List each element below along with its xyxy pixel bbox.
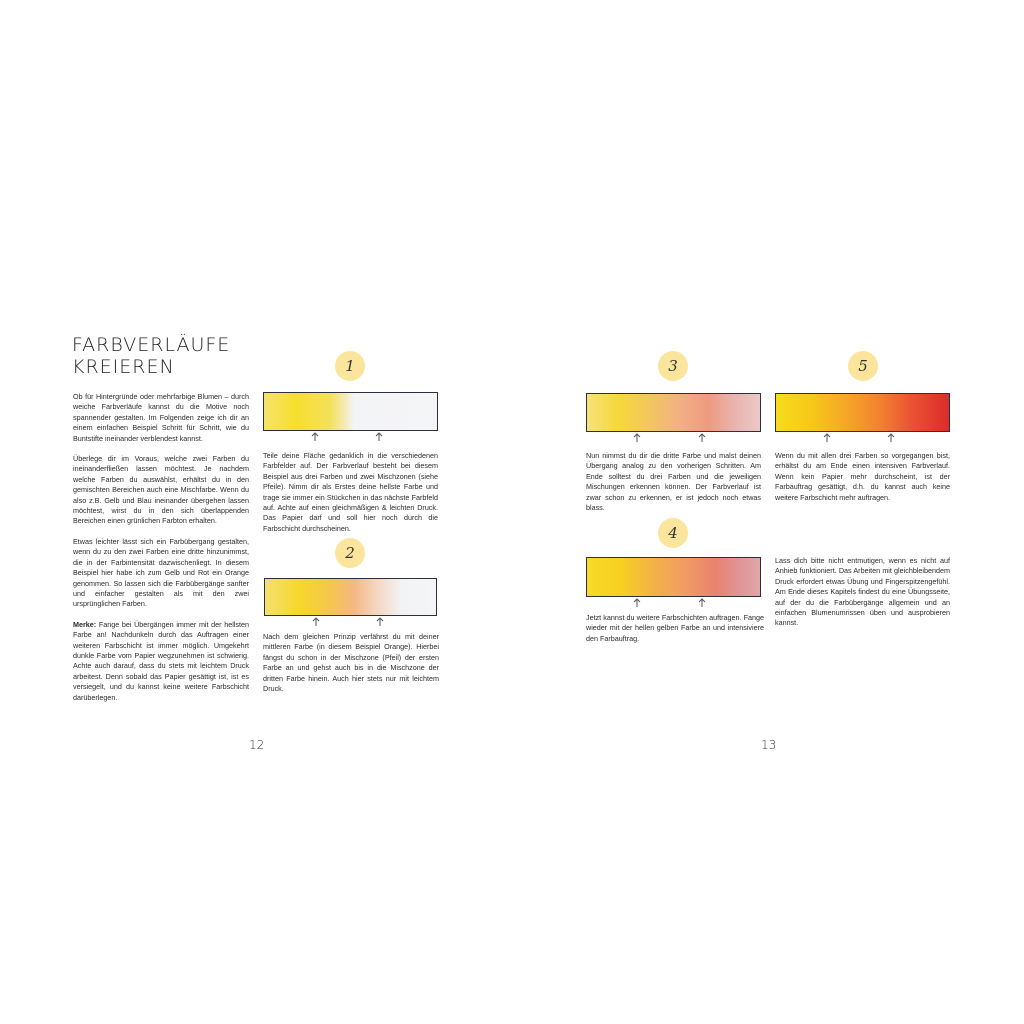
step-5-arrow-right xyxy=(887,433,895,442)
step-5-text: Wenn du mit allen drei Farben so vorgegangen bist, erhältst du am Ende einen intensiven Farbverlauf. Wenn kein Papier mehr durchscheint, ist der Farbauftrag gesättigt, d.h. du kannst auch keine weitere Farbschicht mehr auftragen. xyxy=(775,451,950,502)
step-4-badge: 4 xyxy=(658,518,688,548)
page-number-right: 13 xyxy=(761,738,777,752)
step-4-arrow-right xyxy=(698,598,706,607)
step-5-swatch xyxy=(775,393,950,432)
intro-paragraph-3: Etwas leichter lässt sich ein Farbübergang gestalten, wenn du zu den zwei Farben eine dritte hinzunimmst, die in der Farbintensität dazwischenliegt. In diesem Beispiel hier habe ich zum Gelb und Rot ein Orange genommen. So lassen sich die Farbübergänge sanfter und einfacher gestalten als mit den zwei ursprünglichen Farben. xyxy=(73,536,249,609)
step-4-text: Jetzt kannst du weitere Farbschichten auftragen. Fange wieder mit der hellen gelben Farbe an und intensiviere den Farbauftrag. xyxy=(586,613,764,643)
title-line-1: FARBVERLÄUFE xyxy=(72,334,231,356)
step-3-badge: 3 xyxy=(658,351,688,381)
step-2-badge: 2 xyxy=(335,538,365,568)
step-5-badge: 5 xyxy=(848,351,878,381)
step-3-arrow-right xyxy=(698,433,706,442)
closing-text: Lass dich bitte nicht entmutigen, wenn es nicht auf Anhieb funktioniert. Das Arbeiten mit gleichbleibendem Druck erfordert etwas Übung und Fingerspitzengefühl. Am Ende dieses Kapitels findest du eine Übungsseite, auf der du die Farbübergänge allgemein und an einfachen Blumenumrissen üben und ausprobieren kannst. xyxy=(775,556,950,628)
merke-paragraph xyxy=(73,620,249,703)
step-4-arrow-left xyxy=(633,598,641,607)
step-2-swatch xyxy=(264,578,437,616)
step-1-swatch xyxy=(263,392,438,431)
intro-paragraph-1: Ob für Hintergründe oder mehrfarbige Blumen – durch weiche Farbverläufe kannst du die Motive noch spannender gestalten. Im Folgenden zeige ich dir an einem einfachen Beispiel Schritt für Schritt, wie du Buntstifte ineinander verblendest kannst. xyxy=(73,392,249,443)
step-1-arrow-left xyxy=(311,432,319,441)
page-number-left: 12 xyxy=(249,738,265,752)
step-3-swatch xyxy=(586,393,761,432)
step-2-text: Nach dem gleichen Prinzip verfährst du mit deiner mittleren Farbe (in diesem Beispiel Orange). Hierbei fängst du schon in der Mischzone (Pfeil) der ersten Farbe an und gehst auch bis in die Mischzone der dritten Farbe hinein. Auch hier stets nur mit leichtem Druck. xyxy=(263,632,439,694)
merke-label: Merke: xyxy=(73,619,97,629)
page-title xyxy=(72,334,272,378)
merke-text: Fange bei Übergängen immer mit der hellsten Farbe an! Nachdunkeln durch das Auftragen einer weiteren Farbschicht ist immer möglich. Umgekehrt dunkle Farbe vom Papier wegzunehmen ist schwierig. Achte auch darauf, dass du stets mit leichtem Druck arbeitest. Denn sobald das Papier gesättigt ist, ist es versiegelt, und du kannst keine weitere Farbschicht darüberlegen. xyxy=(73,619,249,702)
step-5-arrow-left xyxy=(823,433,831,442)
intro-paragraph-2: Überlege dir im Voraus, welche zwei Farben du ineinanderfließen lassen möchtest. Je nachdem welche Farben du auswählst, erhältst du in den gemischten Bereichen auch eine Mischfarbe. Wenn du also z.B. Gelb und Blau ineinander übergehen lassen möchtest, wirst du in den sich überlappenden Bereichen einen grünlichen Farbton erhalten. xyxy=(73,454,249,526)
step-2-arrow-right xyxy=(376,617,384,626)
step-3-text: Nun nimmst du dir die dritte Farbe und malst deinen Übergang analog zu den vorherigen Schritten. Am Ende solltest du drei Farben und die jeweiligen Mischungen erkennen können. Der Farbverlauf ist zwar schon zu erkennen, er ist jedoch noch etwas blass. xyxy=(586,451,761,513)
intro-column xyxy=(73,392,249,713)
step-1-text: Teile deine Fläche gedanklich in die verschiedenen Farbfelder auf. Der Farbverlauf besteht bei diesem Beispiel aus drei Farben und zwei Mischzonen (siehe Pfeile). Nimm dir als Erstes deine hellste Farbe und trage sie immer ein Stückchen in das nächste Farbfeld auf. Achte auf einen gleichmäßigen & leichten Druck. Das Papier darf und soll hier noch durch die Farbschicht durchscheinen. xyxy=(263,451,438,533)
step-3-arrow-left xyxy=(633,433,641,442)
step-4-swatch xyxy=(586,557,761,597)
step-2-arrow-left xyxy=(312,617,320,626)
title-line-2: KREIEREN xyxy=(72,356,175,378)
step-1-arrow-right xyxy=(375,432,383,441)
step-1-badge: 1 xyxy=(335,351,365,381)
